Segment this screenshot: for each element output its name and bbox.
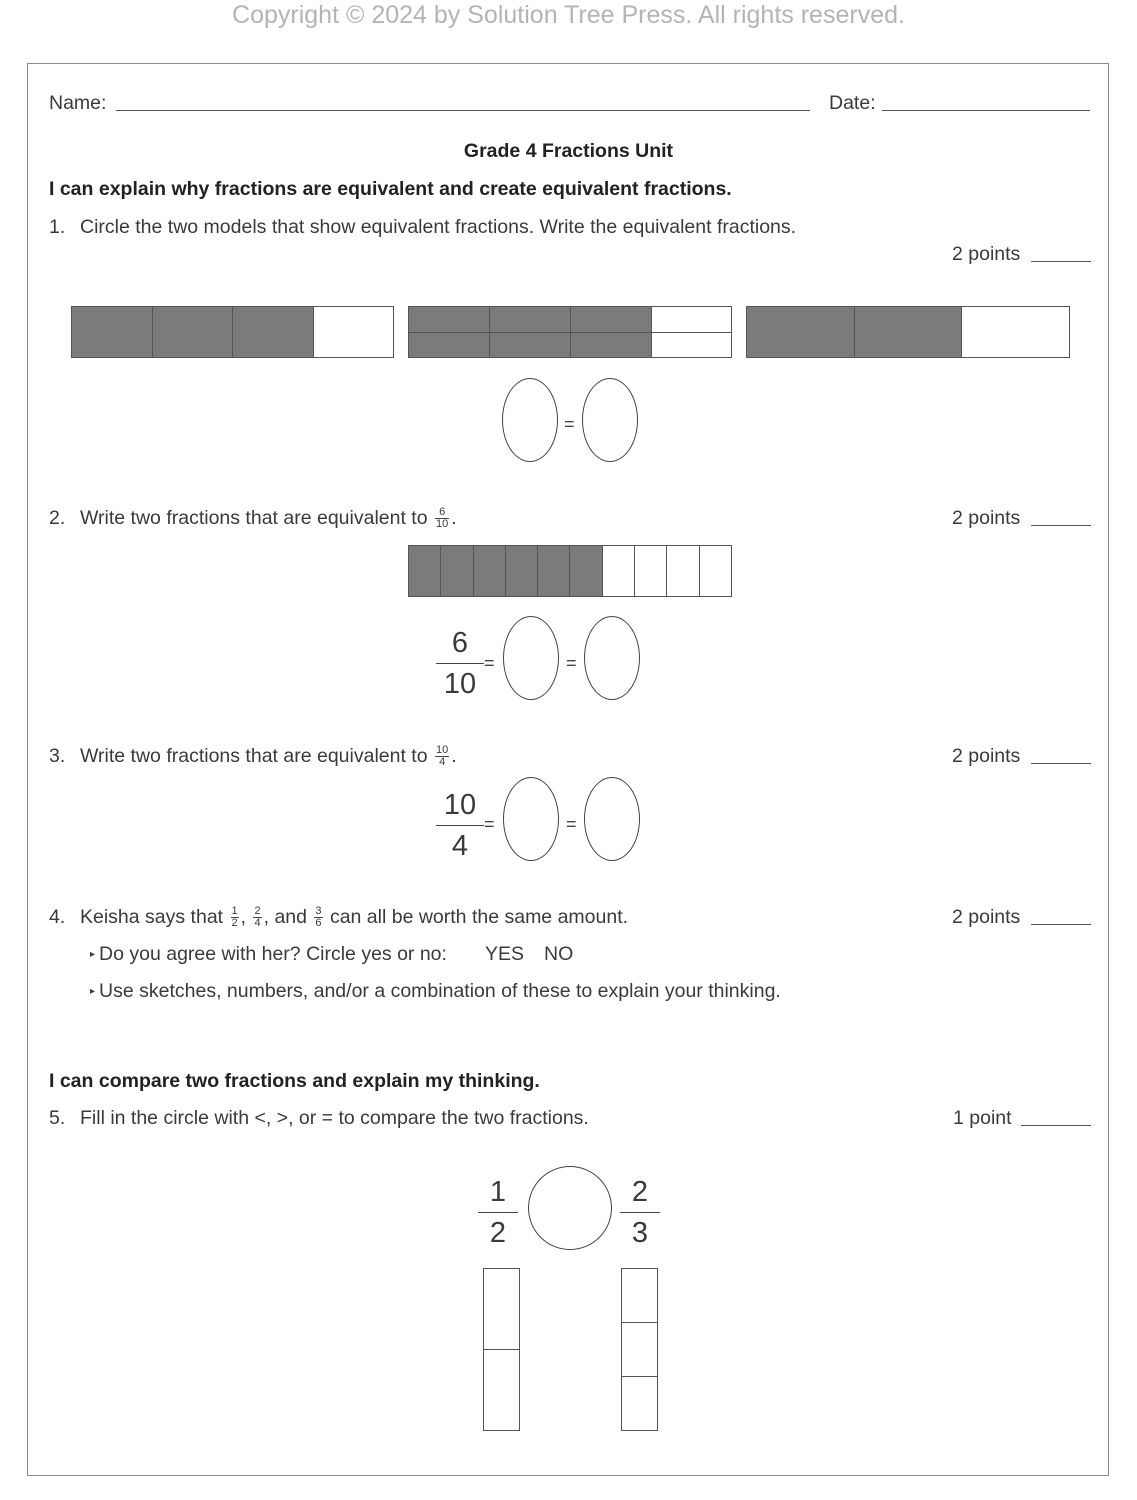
date-label: Date: (829, 92, 876, 114)
model-cell (72, 307, 153, 357)
model-cell (603, 546, 635, 596)
frac-numerator: 1 (489, 1176, 507, 1208)
q2-tenths-model (408, 545, 732, 597)
name-label: Name: (49, 92, 107, 114)
model-cell (506, 546, 538, 596)
q4-text-start: Keisha says that (80, 906, 224, 928)
q1-equals: = (564, 414, 575, 434)
q4-fraction-3 (314, 906, 322, 929)
frac-numerator: 10 (443, 789, 477, 821)
model-divider (489, 307, 490, 357)
q5-score-line[interactable] (1021, 1125, 1091, 1126)
bullet-icon: ▸ (90, 948, 96, 960)
q2-inline-fraction (435, 507, 449, 530)
frac-numerator: 6 (451, 627, 469, 659)
q4-and: , and (263, 906, 307, 928)
frac-numerator: 6 (439, 506, 446, 519)
q1-text: Circle the two models that show equivalent fractions. Write the equivalent fractions. (80, 216, 797, 238)
q2-answer-oval-1[interactable] (503, 616, 559, 700)
model-cell (409, 546, 441, 596)
yes-option[interactable]: YES (485, 943, 525, 965)
q5-number: 5. (49, 1107, 66, 1129)
model-cell (667, 546, 699, 596)
q3-equals-2: = (566, 814, 577, 834)
frac-numerator: 1 (231, 905, 238, 918)
frac-denominator: 4 (435, 756, 449, 768)
model-cell (747, 307, 855, 357)
q2-answer-oval-2[interactable] (584, 616, 640, 700)
q4-bullet-2 (90, 979, 781, 1004)
model-cell (855, 307, 963, 357)
q4-text-end: can all be worth the same amount. (329, 906, 629, 928)
q5-right-fraction (620, 1175, 660, 1250)
q3-score-line[interactable] (1031, 763, 1091, 764)
q4-bullet-1-text: Do you agree with her? Circle yes or no: (99, 943, 447, 965)
frac-denominator: 4 (254, 917, 261, 930)
q2-number: 2. (49, 507, 66, 529)
frac-denominator: 4 (436, 825, 484, 863)
model-cell (484, 1269, 519, 1350)
q4-score-line[interactable] (1031, 924, 1091, 925)
date-field[interactable] (882, 110, 1090, 111)
q2-equals-2: = (566, 653, 577, 673)
q3-given-fraction (436, 788, 484, 863)
q3-period: . (451, 745, 457, 767)
q1-score-line[interactable] (1031, 261, 1091, 262)
model-cell (570, 546, 602, 596)
q5-points: 1 point (953, 1107, 1012, 1129)
model-cell (962, 307, 1069, 357)
q3-inline-fraction (435, 745, 449, 768)
q1-model-a[interactable] (71, 306, 394, 358)
q1-points: 2 points (952, 243, 1021, 265)
q2-text-line (80, 506, 457, 530)
q3-number: 3. (49, 745, 66, 767)
q3-text: Write two fractions that are equivalent to (80, 745, 428, 767)
q4-number: 4. (49, 906, 66, 928)
q2-given-fraction (436, 626, 484, 701)
q1-answer-oval-left[interactable] (502, 378, 558, 462)
section1-heading: I can explain why fractions are equivalent and create equivalent fractions. (49, 178, 732, 200)
q4-bullet-2-text: Use sketches, numbers, and/or a combination of these to explain your thinking. (99, 980, 781, 1002)
name-field[interactable] (116, 110, 810, 111)
model-cell (474, 546, 506, 596)
frac-numerator: 2 (254, 905, 261, 918)
q5-compare-circle[interactable] (528, 1166, 612, 1250)
q2-equals-1: = (484, 653, 495, 673)
q1-answer-oval-right[interactable] (582, 378, 638, 462)
model-cell (700, 546, 731, 596)
model-cell (622, 1377, 657, 1430)
q1-model-b[interactable] (408, 306, 732, 358)
model-cell (538, 546, 570, 596)
worksheet-frame (27, 63, 1109, 1476)
model-cell (484, 1350, 519, 1430)
q4-fraction-2 (253, 906, 261, 929)
model-cell (622, 1323, 657, 1377)
copyright-notice: Copyright © 2024 by Solution Tree Press. All rights reserved. (232, 1, 905, 29)
frac-numerator: 10 (436, 744, 449, 757)
q2-text: Write two fractions that are equivalent to (80, 507, 428, 529)
q4-fraction-1 (231, 906, 239, 929)
q3-answer-oval-1[interactable] (503, 777, 559, 861)
q3-answer-oval-2[interactable] (584, 777, 640, 861)
q2-period: . (451, 507, 457, 529)
q2-points: 2 points (952, 507, 1021, 529)
frac-denominator: 6 (315, 917, 322, 930)
model-cell (314, 307, 394, 357)
q5-text: Fill in the circle with <, >, or = to compare the two fractions. (80, 1107, 589, 1129)
model-cell (441, 546, 473, 596)
q4-comma: , (240, 906, 247, 928)
frac-numerator: 2 (631, 1176, 649, 1208)
frac-denominator: 10 (436, 518, 449, 531)
model-divider (570, 307, 571, 357)
q2-score-line[interactable] (1031, 525, 1091, 526)
q3-equals-1: = (484, 814, 495, 834)
q1-model-c[interactable] (746, 306, 1070, 358)
no-option[interactable]: NO (544, 943, 574, 965)
frac-denominator: 2 (231, 917, 238, 930)
bullet-icon: ▸ (90, 985, 96, 997)
section2-heading: I can compare two fractions and explain my thinking. (49, 1070, 540, 1092)
page-title: Grade 4 Fractions Unit (463, 140, 674, 162)
model-cell (153, 307, 234, 357)
q1-number: 1. (49, 216, 66, 238)
model-divider (651, 307, 652, 357)
model-cell (233, 307, 314, 357)
q4-text-line (80, 905, 628, 929)
q3-points: 2 points (952, 745, 1021, 767)
q5-halves-model[interactable] (483, 1268, 520, 1431)
frac-denominator: 3 (620, 1212, 660, 1250)
frac-denominator: 10 (436, 663, 484, 701)
frac-numerator: 3 (315, 905, 322, 918)
frac-denominator: 2 (478, 1212, 518, 1250)
q5-thirds-model[interactable] (621, 1268, 658, 1431)
model-cell (635, 546, 667, 596)
model-cell (622, 1269, 657, 1323)
q5-left-fraction (478, 1175, 518, 1250)
q3-text-line (80, 744, 457, 768)
q4-bullet-1 (90, 942, 447, 967)
q4-points: 2 points (952, 906, 1021, 928)
